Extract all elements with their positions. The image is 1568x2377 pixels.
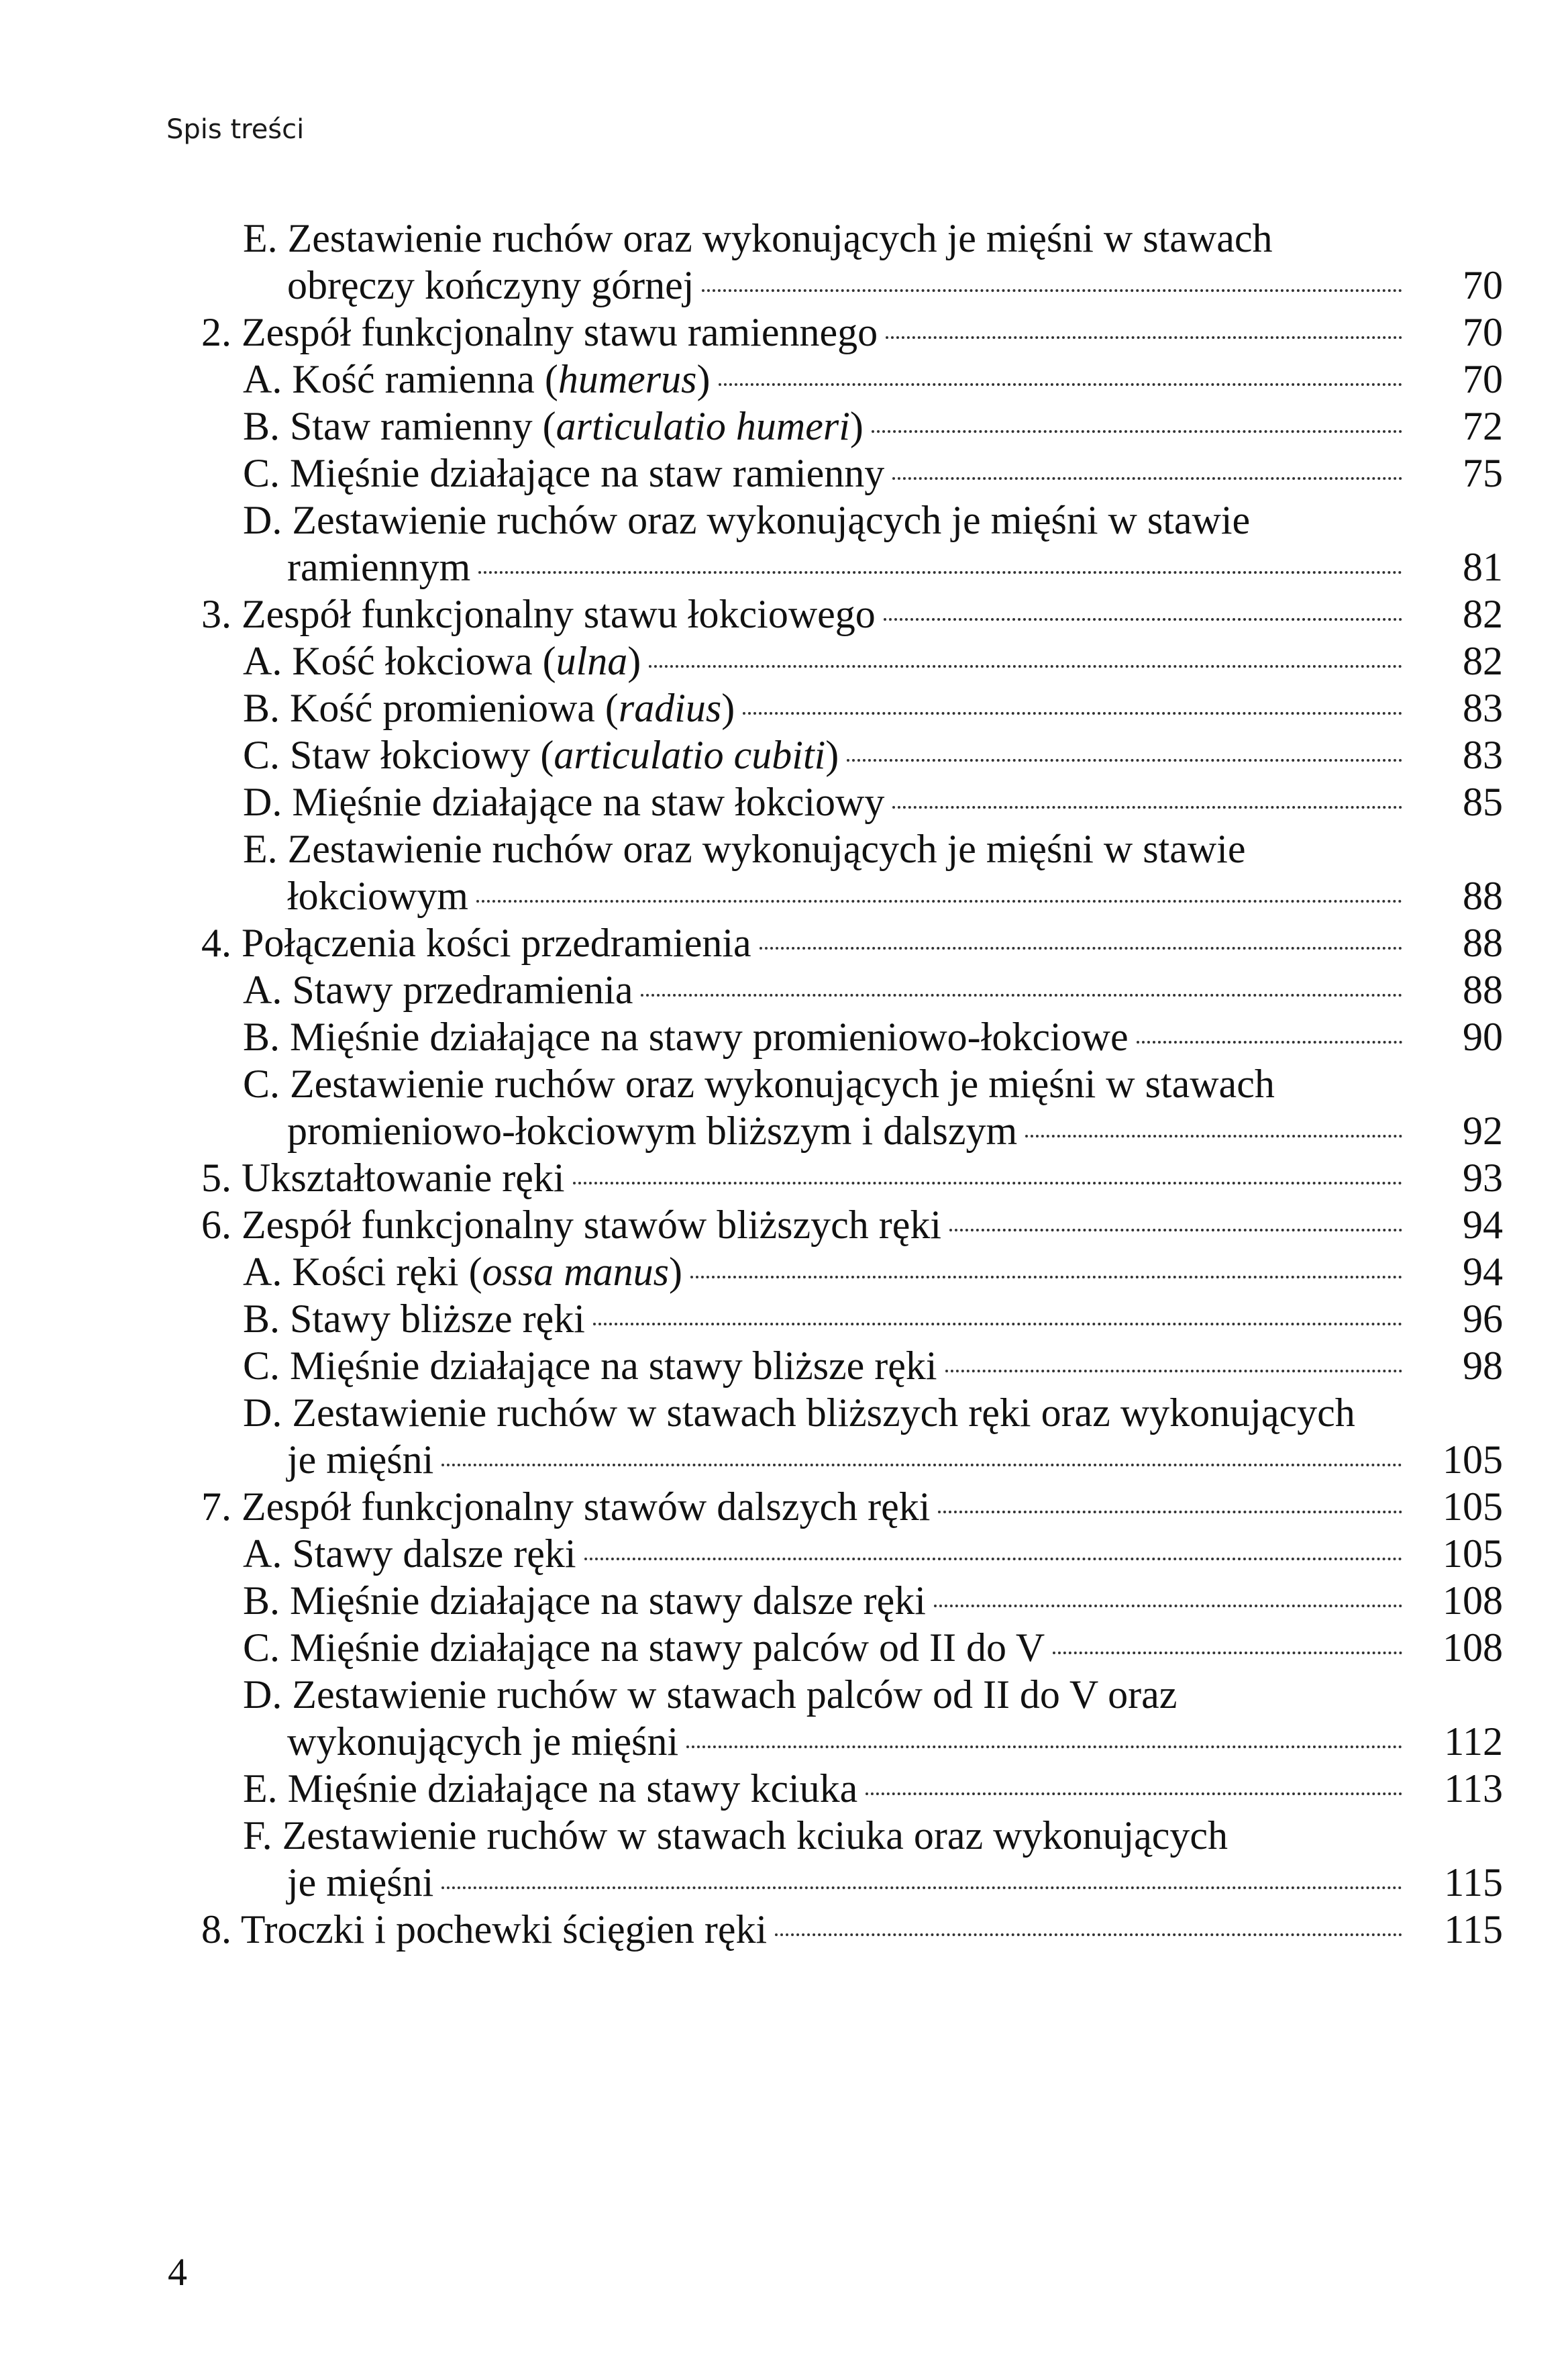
dot-leader: [593, 1323, 1402, 1325]
toc-page-number: 82: [1463, 639, 1503, 683]
toc-entry: [201, 1295, 1503, 1342]
dot-leader: [872, 430, 1402, 433]
toc-page-number: 108: [1443, 1578, 1503, 1623]
toc-entry: [201, 778, 1503, 825]
toc-entry-title: 7. Zespół funkcjonalny stawów dalszych ręki: [201, 1484, 931, 1529]
toc-entry: [201, 919, 1503, 966]
dot-leader: [892, 806, 1402, 809]
latin-term: articulatio cubiti: [554, 733, 826, 777]
toc-entry: [201, 1718, 1503, 1765]
toc-entry-title: A. Kość ramienna (humerus): [243, 357, 711, 401]
toc-entry: [201, 262, 1503, 309]
toc-entry: [201, 685, 1503, 731]
dot-leader: [441, 1886, 1402, 1889]
toc-entry-title: 6. Zespół funkcjonalny stawów bliższych ręki: [201, 1203, 942, 1247]
toc-entry: [201, 872, 1503, 919]
latin-term: humerus: [558, 357, 697, 401]
toc-entry: [201, 309, 1503, 356]
toc-entry-title: A. Stawy przedramienia: [243, 968, 633, 1012]
toc-entry-title: D. Zestawienie ruchów oraz wykonujących je mięśni w stawie: [243, 498, 1251, 542]
dot-leader: [686, 1746, 1402, 1748]
toc-page-number: 75: [1463, 451, 1503, 495]
toc-page-number: 81: [1463, 545, 1503, 589]
dot-leader: [1053, 1652, 1402, 1654]
toc-entry-title: C. Mięśnie działające na staw ramienny: [243, 451, 885, 495]
toc-entry-title: B. Stawy bliższe ręki: [243, 1297, 585, 1341]
toc-page-number: 112: [1444, 1719, 1503, 1764]
toc-entry-title: 8. Troczki i pochewki ścięgien ręki: [201, 1907, 768, 1952]
toc-entry-title: ramiennym: [287, 545, 471, 589]
dot-leader: [884, 618, 1402, 621]
toc-entry-title: promieniowo-łokciowym bliższym i dalszym: [287, 1109, 1018, 1153]
toc-entry-title: E. Zestawienie ruchów oraz wykonujących je mięśni w stawie: [243, 827, 1246, 871]
dot-leader: [886, 336, 1402, 339]
toc-entry: [201, 1013, 1503, 1060]
dot-leader: [945, 1370, 1402, 1372]
toc-entry-title: E. Zestawienie ruchów oraz wykonujących je mięśni w stawach: [243, 216, 1273, 260]
toc-entry-title: D. Zestawienie ruchów w stawach bliższych ręki oraz wykonujących: [243, 1390, 1355, 1435]
toc-page-number: 85: [1463, 780, 1503, 824]
toc-entry: [201, 450, 1503, 497]
toc-entry-title: E. Mięśnie działające na stawy kciuka: [243, 1766, 858, 1811]
dot-leader: [702, 289, 1402, 292]
toc-page-number: 105: [1443, 1531, 1503, 1576]
table-of-contents: [201, 215, 1503, 1953]
toc-page-number: 83: [1463, 733, 1503, 777]
toc-page-number: 70: [1463, 310, 1503, 354]
toc-page-number: 108: [1443, 1625, 1503, 1670]
page-number: 4: [168, 2250, 187, 2294]
dot-leader: [441, 1464, 1402, 1466]
toc-page-number: 105: [1443, 1484, 1503, 1529]
dot-leader: [938, 1511, 1402, 1513]
toc-entry: [201, 356, 1503, 403]
dot-leader: [949, 1229, 1402, 1231]
toc-entry-title: B. Kość promieniowa (radius): [243, 686, 735, 730]
dot-leader: [649, 665, 1402, 668]
toc-page-number: 115: [1444, 1907, 1503, 1952]
toc-entry-title: B. Mięśnie działające na stawy promieniowo-łokciowe: [243, 1015, 1129, 1059]
dot-leader: [743, 712, 1402, 715]
toc-page-number: 94: [1463, 1250, 1503, 1294]
latin-term: articulatio humeri: [556, 404, 850, 448]
latin-term: ossa manus: [482, 1250, 669, 1294]
toc-entry: [201, 1389, 1503, 1436]
toc-entry: [201, 1765, 1503, 1812]
toc-entry-title: 2. Zespół funkcjonalny stawu ramiennego: [201, 310, 878, 354]
dot-leader: [690, 1276, 1402, 1278]
dot-leader: [478, 571, 1402, 574]
toc-entry: [201, 1107, 1503, 1154]
toc-page-number: 93: [1463, 1156, 1503, 1200]
toc-entry: [201, 591, 1503, 638]
toc-entry: [201, 403, 1503, 450]
dot-leader: [641, 994, 1402, 997]
toc-entry: [201, 1248, 1503, 1295]
dot-leader: [892, 477, 1402, 480]
toc-entry: [201, 1530, 1503, 1577]
toc-entry-title: B. Staw ramienny (articulatio humeri): [243, 404, 864, 448]
toc-entry-title: wykonujących je mięśni: [287, 1719, 679, 1764]
toc-entry: [201, 497, 1503, 544]
toc-entry: [201, 825, 1503, 872]
toc-entry: [201, 966, 1503, 1013]
toc-entry-title: D. Mięśnie działające na staw łokciowy: [243, 780, 885, 824]
toc-page-number: 82: [1463, 592, 1503, 636]
dot-leader: [847, 759, 1402, 762]
toc-entry: [201, 1906, 1503, 1953]
dot-leader: [1025, 1135, 1402, 1137]
toc-entry-title: łokciowym: [287, 874, 468, 918]
toc-page-number: 72: [1463, 404, 1503, 448]
dot-leader: [866, 1792, 1402, 1795]
dot-leader: [760, 947, 1402, 950]
dot-leader: [573, 1182, 1403, 1184]
toc-entry-title: C. Staw łokciowy (articulatio cubiti): [243, 733, 839, 777]
dot-leader: [719, 383, 1403, 386]
toc-entry-title: obręczy kończyny górnej: [287, 263, 694, 307]
toc-page-number: 96: [1463, 1297, 1503, 1341]
toc-entry: [201, 544, 1503, 591]
toc-page-number: 115: [1444, 1860, 1503, 1905]
toc-entry: [201, 1201, 1503, 1248]
toc-entry-title: 3. Zespół funkcjonalny stawu łokciowego: [201, 592, 876, 636]
toc-page-number: 88: [1463, 968, 1503, 1012]
latin-term: ulna: [556, 639, 628, 683]
toc-entry: [201, 1624, 1503, 1671]
toc-entry: [201, 638, 1503, 685]
toc-entry: [201, 1859, 1503, 1906]
toc-entry-title: je mięśni: [287, 1860, 434, 1905]
toc-entry: [201, 1436, 1503, 1483]
toc-entry-title: C. Mięśnie działające na stawy palców od II do V: [243, 1625, 1045, 1670]
toc-page-number: 92: [1463, 1109, 1503, 1153]
toc-entry: [201, 1342, 1503, 1389]
toc-entry-title: 4. Połączenia kości przedramienia: [201, 921, 751, 965]
toc-entry: [201, 1483, 1503, 1530]
dot-leader: [775, 1933, 1402, 1936]
toc-page-number: 88: [1463, 874, 1503, 918]
toc-page-number: 90: [1463, 1015, 1503, 1059]
running-header: Spis treści: [166, 114, 305, 145]
dot-leader: [1137, 1041, 1402, 1044]
dot-leader: [476, 900, 1402, 903]
toc-page-number: 83: [1463, 686, 1503, 730]
toc-entry: [201, 215, 1503, 262]
toc-page-number: 88: [1463, 921, 1503, 965]
toc-entry-title: F. Zestawienie ruchów w stawach kciuka oraz wykonujących: [243, 1813, 1229, 1858]
toc-page-number: 94: [1463, 1203, 1503, 1247]
toc-entry-title: D. Zestawienie ruchów w stawach palców od II do V oraz: [243, 1672, 1178, 1717]
toc-entry: [201, 1671, 1503, 1718]
dot-leader: [934, 1605, 1402, 1607]
toc-page-number: 70: [1463, 263, 1503, 307]
toc-page-number: 98: [1463, 1344, 1503, 1388]
toc-entry-title: A. Kości ręki (ossa manus): [243, 1250, 682, 1294]
toc-entry-title: A. Kość łokciowa (ulna): [243, 639, 641, 683]
toc-entry: [201, 1154, 1503, 1201]
toc-page-number: 113: [1444, 1766, 1503, 1811]
toc-entry: [201, 1577, 1503, 1624]
toc-page-number: 105: [1443, 1437, 1503, 1482]
toc-page-number: 70: [1463, 357, 1503, 401]
toc-entry: [201, 731, 1503, 778]
dot-leader: [584, 1558, 1402, 1560]
latin-term: radius: [618, 686, 722, 730]
toc-entry-title: C. Zestawienie ruchów oraz wykonujących je mięśni w stawach: [243, 1062, 1275, 1106]
toc-entry-title: 5. Ukształtowanie ręki: [201, 1156, 565, 1200]
toc-entry: [201, 1812, 1503, 1859]
toc-entry-title: C. Mięśnie działające na stawy bliższe ręki: [243, 1344, 937, 1388]
toc-entry-title: A. Stawy dalsze ręki: [243, 1531, 576, 1576]
toc-entry: [201, 1060, 1503, 1107]
toc-entry-title: B. Mięśnie działające na stawy dalsze ręki: [243, 1578, 926, 1623]
toc-entry-title: je mięśni: [287, 1437, 434, 1482]
